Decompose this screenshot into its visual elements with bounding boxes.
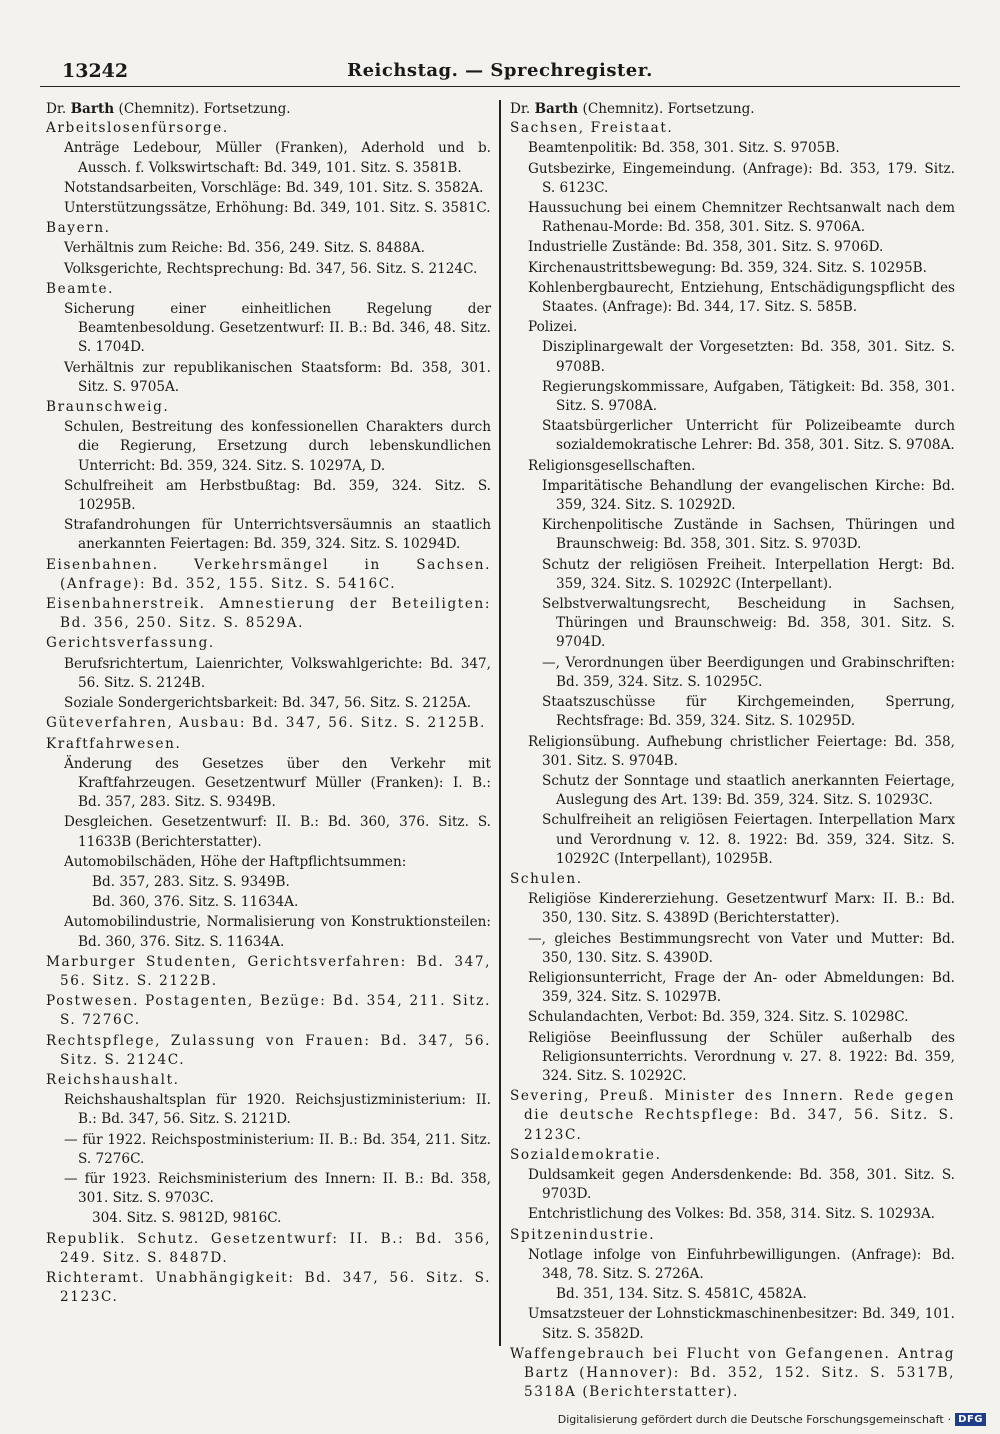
right-column (510, 100, 955, 1403)
index-topic: Severing, Preuß. Minister des Innern. Rede gegen die deutsche Rechtspflege: Bd. 347, 56. Sitz. S. 2123C. (510, 1088, 955, 1143)
running-head: Reichstag. — Sprechregister. (347, 60, 653, 81)
index-entry: Schulfreiheit am Herbstbußtag: Bd. 359, 324. Sitz. S. 10295B. (64, 477, 491, 514)
index-entry: Religionsgesellschaften. (528, 457, 696, 474)
index-entry: Gutsbezirke, Eingemeindung. (Anfrage): Bd. 353, 179. Sitz. S. 6123C. (528, 160, 955, 196)
index-entry: — für 1923. Reichsministerium des Innern: II. B.: Bd. 358, 301. Sitz. S. 9703C. (64, 1170, 491, 1207)
index-topic: Richteramt. Unabhängigkeit: Bd. 347, 56. Sitz. S. 2123C. (46, 1269, 491, 1306)
page-number: 13242 (62, 60, 129, 82)
index-topic: Sachsen, Freistaat. (510, 120, 674, 137)
left-entries (46, 119, 491, 1307)
index-entry: Sicherung einer einheitlichen Regelung der Beamtenbesoldung. Gesetzentwurf: II. B.: Bd. 346, 48. Sitz. S. 1704D. (64, 301, 491, 356)
index-entry: —, Verordnungen über Beerdigungen und Grabinschriften: Bd. 359, 324. Sitz. S. 10295C. (542, 654, 955, 690)
index-entry: Volksgerichte, Rechtsprechung: Bd. 347, 56. Sitz. S. 2124C. (64, 260, 478, 277)
index-topic: Republik. Schutz. Gesetzentwurf: II. B.: Bd. 356, 249. Sitz. S. 8487D. (46, 1230, 491, 1266)
index-topic: Eisenbahnerstreik. Amnestierung der Beteiligten: Bd. 356, 250. Sitz. S. 8529A. (46, 596, 491, 632)
index-entry: Strafandrohungen für Unterrichtsversäumnis an staatlich anerkannten Feiertagen: Bd. 359, 324. Sitz. S. 10294D. (64, 517, 491, 553)
index-topic: Spitzenindustrie. (510, 1226, 656, 1243)
index-entry: Soziale Sondergerichtsbarkeit: Bd. 347, 56. Sitz. S. 2125A. (64, 695, 472, 712)
index-entry: 304. Sitz. S. 9812D, 9816C. (92, 1210, 282, 1227)
index-entry: Schulfreiheit an religiösen Feiertagen. Interpellation Marx und Verordnung v. 12. 8. 1922: Bd. 359, 324. Sitz. S. 10292C (Interpellant), 10295B. (542, 812, 955, 867)
index-topic: Braunschweig. (46, 399, 170, 416)
left-column-heading (46, 100, 491, 119)
index-entry: Polizei. (528, 319, 578, 336)
index-entry: Beamtenpolitik: Bd. 358, 301. Sitz. S. 9705B. (528, 140, 840, 157)
index-topic: Bayern. (46, 220, 111, 237)
index-entry: Bd. 351, 134. Sitz. S. 4581C, 4582A. (556, 1286, 807, 1303)
index-entry: —, gleiches Bestimmungsrecht von Vater und Mutter: Bd. 350, 130. Sitz. S. 4390D. (528, 930, 955, 966)
index-entry: Religionsübung. Aufhebung christlicher Feiertage: Bd. 358, 301. Sitz. S. 9704B. (528, 733, 955, 769)
index-entry: Reichshaushaltsplan für 1920. Reichsjustizministerium: II. B.: Bd. 347, 56. Sitz. S. 2121D. (64, 1092, 491, 1128)
head-author: Barth (70, 101, 115, 117)
right-column-heading (510, 100, 955, 119)
index-entry: Umsatzsteuer der Lohnstickmaschinenbesitzer: Bd. 349, 101. Sitz. S. 3582D. (528, 1306, 955, 1342)
index-entry: Disziplinargewalt der Vorgesetzten: Bd. 358, 301. Sitz. S. 9708B. (542, 339, 955, 375)
index-topic: Kraftfahrwesen. (46, 735, 182, 752)
index-entry: Schulandachten, Verbot: Bd. 359, 324. Sitz. S. 10298C. (528, 1009, 909, 1026)
right-entries (510, 119, 955, 1402)
head-prefix: Dr. (510, 101, 531, 117)
index-entry: Religiöse Beeinflussung der Schüler außerhalb des Religionsunterrichts. Verordnung v. 27. 8. 1922: Bd. 359, 324. Sitz. S. 10292C. (528, 1029, 955, 1084)
index-entry: Änderung des Gesetzes über den Verkehr mit Kraftfahrzeugen. Gesetzentwurf Müller (Franken): I. B.: Bd. 357, 283. Sitz. S. 9349B. (64, 755, 491, 811)
column-divider (499, 100, 501, 1346)
index-topic: Rechtspflege, Zulassung von Frauen: Bd. 347, 56. Sitz. S. 2124C. (46, 1032, 491, 1068)
index-entry: Unterstützungssätze, Erhöhung: Bd. 349, 101. Sitz. S. 3581C. (64, 200, 491, 217)
index-entry: Verhältnis zum Reiche: Bd. 356, 249. Sitz. S. 8488A. (64, 240, 425, 257)
index-entry: Religiöse Kindererziehung. Gesetzentwurf Marx: II. B.: Bd. 350, 130. Sitz. S. 4389D (Berichterstatter). (528, 891, 955, 927)
index-entry: Industrielle Zustände: Bd. 358, 301. Sitz. S. 9706D. (528, 239, 884, 256)
footer (558, 1413, 986, 1426)
index-entry: — für 1922. Reichspostministerium: II. B.: Bd. 354, 211. Sitz. S. 7276C. (64, 1131, 491, 1167)
index-entry: Duldsamkeit gegen Andersdenkende: Bd. 358, 301. Sitz. S. 9703D. (528, 1166, 955, 1203)
index-topic: Beamte. (46, 280, 115, 297)
index-entry: Verhältnis zur republikanischen Staatsform: Bd. 358, 301. Sitz. S. 9705A. (64, 359, 491, 395)
index-entry: Imparitätische Behandlung der evangelischen Kirche: Bd. 359, 324. Sitz. S. 10292D. (542, 477, 955, 514)
index-entry: Selbstverwaltungsrecht, Bescheidung in Sachsen, Thüringen und Braunschweig: Bd. 358, 301. Sitz. S. 9704D. (542, 596, 955, 651)
index-entry: Schutz der religiösen Freiheit. Interpellation Hergt: Bd. 359, 324. Sitz. S. 10292C (Interpellant). (542, 556, 955, 592)
index-entry: Anträge Ledebour, Müller (Franken), Aderhold und b. Aussch. f. Volkswirtschaft: Bd. 349, 101. Sitz. S. 3581B. (64, 140, 491, 176)
index-topic: Waffengebrauch bei Flucht von Gefangenen. Antrag Bartz (Hannover): Bd. 352, 152. Sitz. S. 5317B, 5318A (Berichterstatter). (510, 1345, 955, 1401)
index-topic: Schulen. (510, 870, 583, 887)
dfg-logo-icon: DFG (955, 1413, 986, 1426)
index-entry: Staatsbürgerlicher Unterricht für Polizeibeamte durch sozialdemokratische Lehrer: Bd. 358, 301. Sitz. S. 9708A. (542, 418, 955, 454)
index-entry: Schutz der Sonntage und staatlich anerkannten Feiertage, Auslegung des Art. 139: Bd. 359, 324. Sitz. S. 10293C. (542, 772, 955, 809)
head-rest: (Chemnitz). Fortsetzung. (582, 101, 755, 117)
index-topic: Güteverfahren, Ausbau: Bd. 347, 56. Sitz. S. 2125B. (46, 715, 486, 732)
index-entry: Automobilindustrie, Normalisierung von Konstruktionsteilen: Bd. 360, 376. Sitz. S. 11634A. (64, 914, 491, 950)
head-author: Barth (534, 101, 579, 117)
index-entry: Notstandsarbeiten, Vorschläge: Bd. 349, 101. Sitz. S. 3582A. (64, 179, 484, 196)
head-rest: (Chemnitz). Fortsetzung. (118, 101, 291, 117)
footer-separator: · (947, 1413, 952, 1426)
index-entry: Automobilschäden, Höhe der Haftpflichtsummen: (64, 853, 407, 870)
index-entry: Notlage infolge von Einfuhrbewilligungen. (Anfrage): Bd. 348, 78. Sitz. S. 2726A. (528, 1246, 955, 1282)
index-topic: Gerichtsverfassung. (46, 635, 215, 652)
index-topic: Postwesen. Postagenten, Bezüge: Bd. 354, 211. Sitz. S. 7276C. (46, 993, 491, 1029)
index-entry: Kohlenbergbaurecht, Entziehung, Entschädigungspflicht des Staates. (Anfrage): Bd. 344, 17. Sitz. S. 585B. (528, 279, 955, 316)
index-entry: Religionsunterricht, Frage der An- oder Abmeldungen: Bd. 359, 324. Sitz. S. 10297B. (528, 969, 955, 1006)
index-entry: Bd. 360, 376. Sitz. S. 11634A. (92, 894, 299, 911)
index-entry: Regierungskommissare, Aufgaben, Tätigkeit: Bd. 358, 301. Sitz. S. 9708A. (542, 378, 955, 415)
head-prefix: Dr. (46, 101, 67, 117)
left-column (46, 100, 491, 1308)
index-entry: Desgleichen. Gesetzentwurf: II. B.: Bd. 360, 376. Sitz. S. 11633B (Berichterstatter). (64, 814, 491, 850)
index-entry: Kirchenaustrittsbewegung: Bd. 359, 324. Sitz. S. 10295B. (528, 259, 927, 276)
index-entry: Schulen, Bestreitung des konfessionellen Charakters durch die Regierung, Ersetzung durch lebenskundlichen Unterricht: Bd. 359, 324. Sitz. S. 10297A, D. (64, 419, 491, 474)
index-topic: Reichshaushalt. (46, 1071, 180, 1088)
index-entry: Bd. 357, 283. Sitz. S. 9349B. (92, 873, 290, 890)
footer-text: Digitalisierung gefördert durch die Deutsche Forschungsgemeinschaft (557, 1413, 944, 1426)
index-entry: Berufsrichtertum, Laienrichter, Volkswahlgerichte: Bd. 347, 56. Sitz. S. 2124B. (64, 655, 491, 691)
index-topic: Marburger Studenten, Gerichtsverfahren: Bd. 347, 56. Sitz. S. 2122B. (46, 953, 491, 989)
index-entry: Kirchenpolitische Zustände in Sachsen, Thüringen und Braunschweig: Bd. 358, 301. Sitz. S. 9703D. (542, 517, 955, 553)
index-entry: Staatszuschüsse für Kirchgemeinden, Sperrung, Rechtsfrage: Bd. 359, 324. Sitz. S. 10295D. (542, 694, 955, 730)
index-topic: Arbeitslosenfürsorge. (46, 120, 229, 137)
index-topic: Eisenbahnen. Verkehrsmängel in Sachsen. (Anfrage): Bd. 352, 155. Sitz. S. 5416C. (46, 556, 491, 592)
index-entry: Haussuchung bei einem Chemnitzer Rechtsanwalt nach dem Rathenau-Morde: Bd. 358, 301. Sitz. S. 9706A. (528, 200, 955, 236)
index-entry: Entchristlichung des Volkes: Bd. 358, 314. Sitz. S. 10293A. (528, 1206, 935, 1223)
page-header (40, 56, 960, 87)
index-topic: Sozialdemokratie. (510, 1146, 662, 1163)
